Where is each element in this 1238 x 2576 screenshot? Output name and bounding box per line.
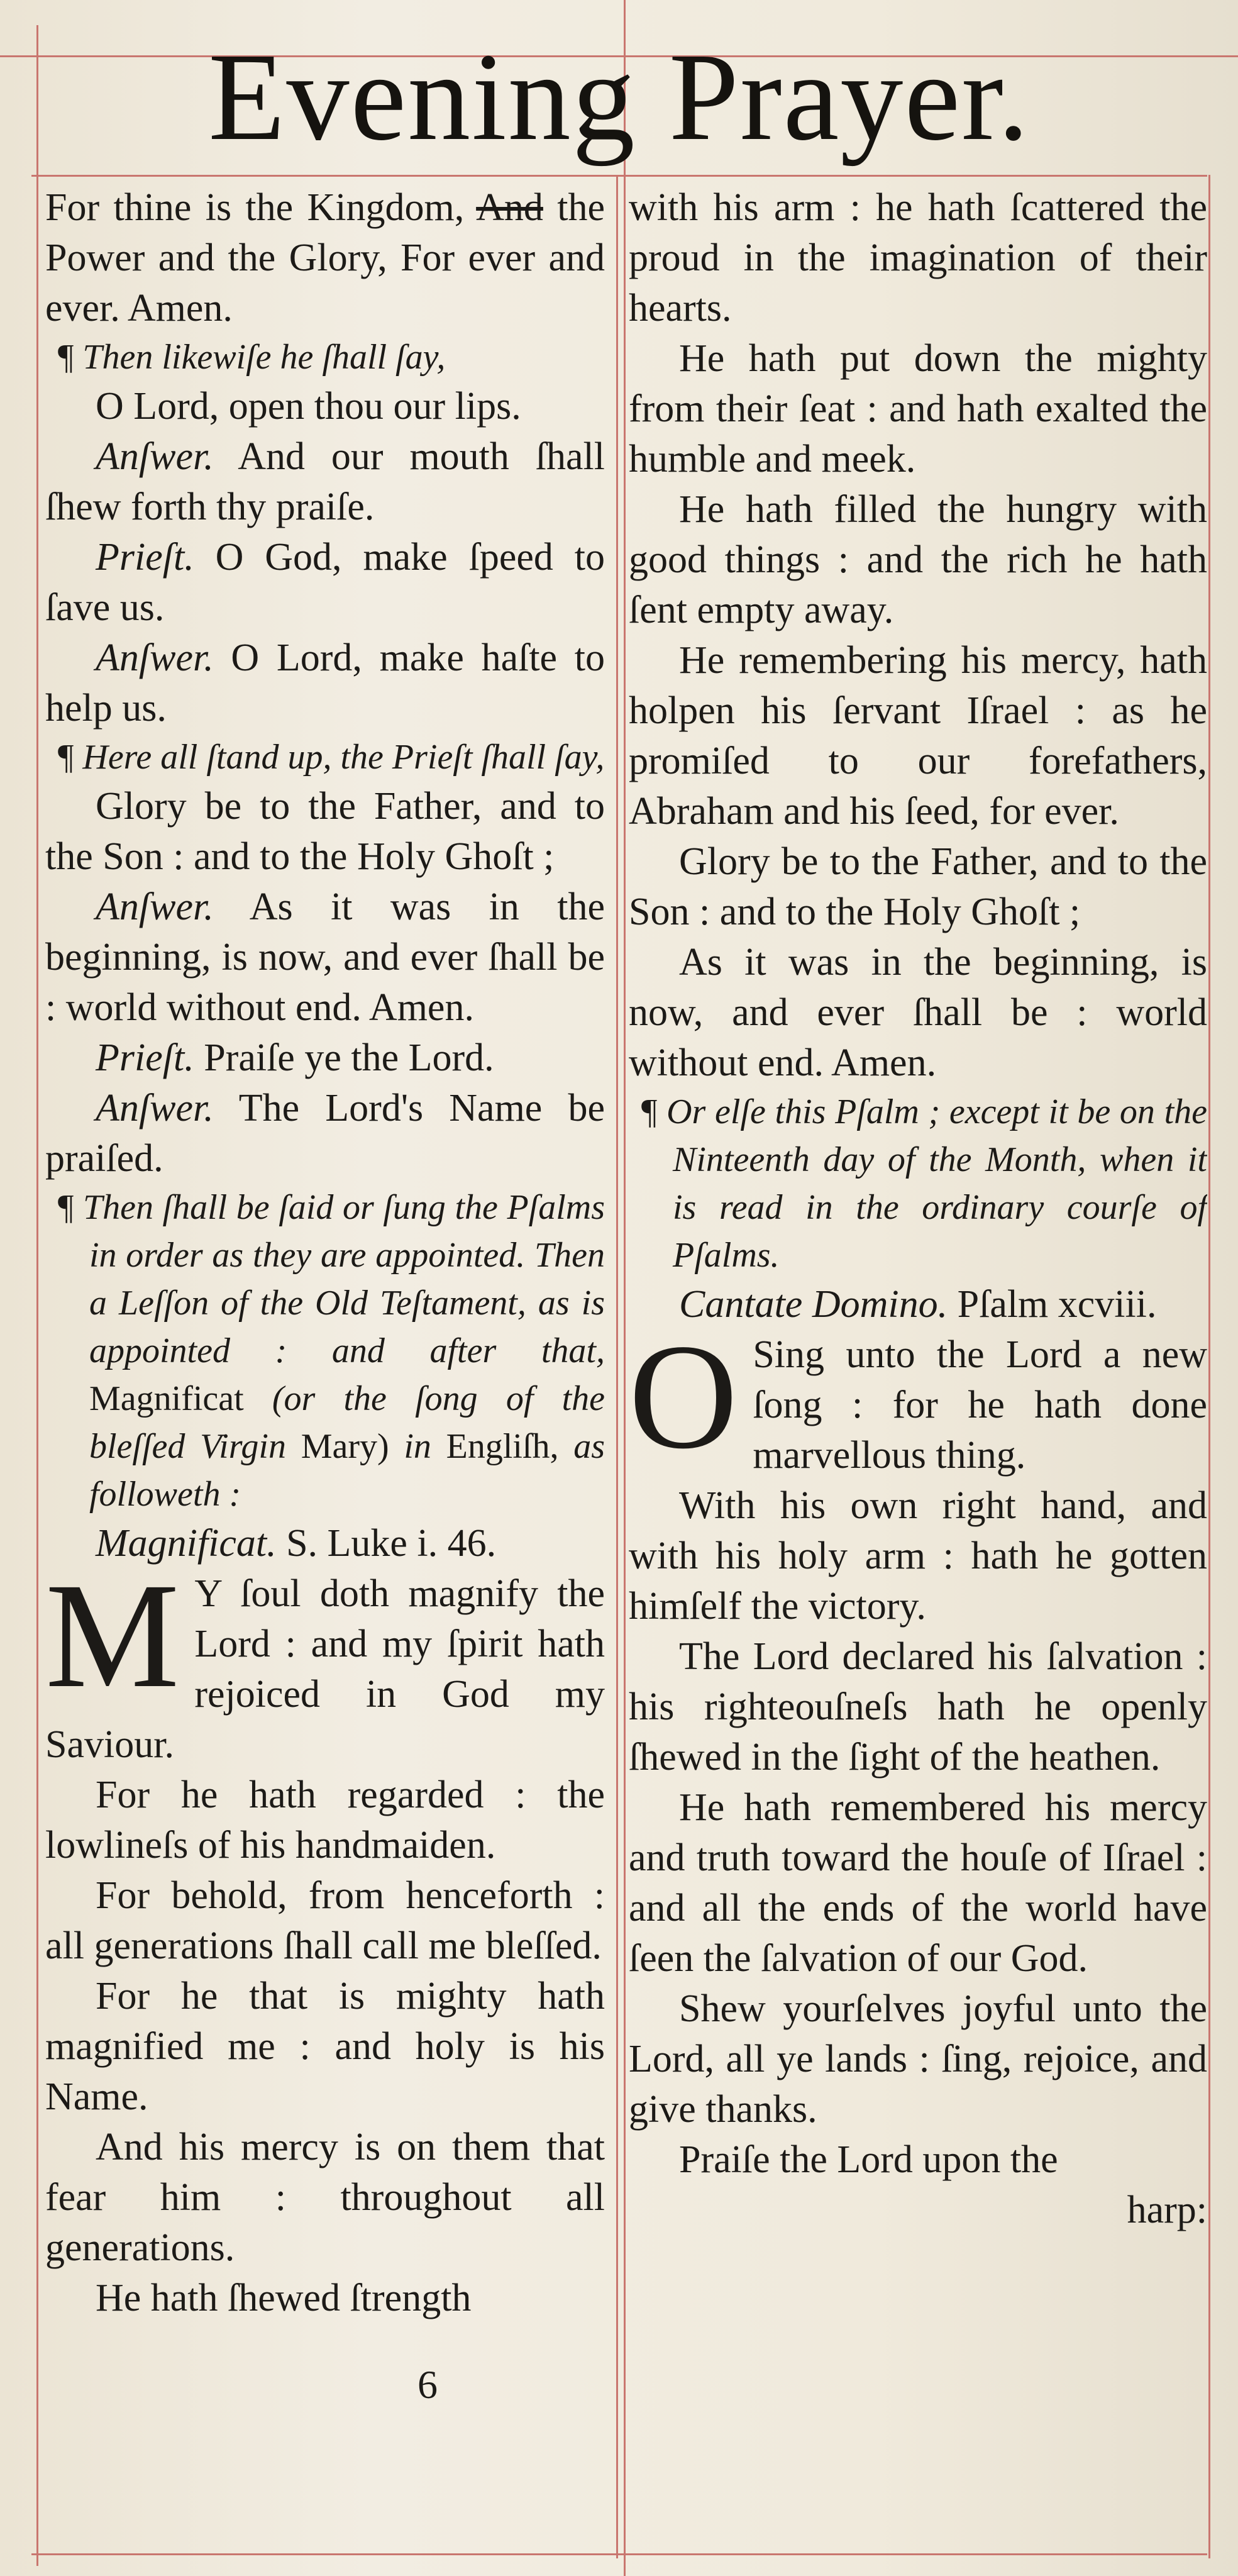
psalm-opening [629,1330,1207,1480]
verse: For he that is mighty hath magnified me : and holy is his Name. [45,1975,605,2118]
verse: With his own right hand, and with his holy arm : hath he gotten himſelf the victory. [629,1484,1207,1628]
drop-cap: O [629,1330,738,1480]
column-rule-left [616,175,618,2558]
header-rule [31,175,1207,177]
verse: For behold, from henceforth : all generations ſhall call me bleſſed. [45,1874,605,1967]
magnificat-opening [45,1568,605,1770]
verse: He hath remembered his mercy and truth toward the houſe of Iſrael : and all the ends of the world have ſeen the ſalvation of our God. [629,1786,1207,1980]
left-column [45,182,605,2509]
verse: He hath ſhewed ſtrength [96,2277,472,2319]
page-title: Evening Prayer. [208,28,1031,167]
verse: Praiſe the Lord upon the [679,2138,1058,2181]
verse: The Lord declared his ſalvation : his righteouſneſs hath he openly ſhewed in the ſight of the heathen. [629,1635,1207,1779]
column-rule-right [624,0,626,2576]
gloria: As it was in the beginning, is now, and ever ſhall be : world without end. Amen. [629,941,1207,1084]
verse: He hath filled the hungry with good things : and the rich he hath ſent empty away. [629,488,1207,631]
response: Anſwer. O Lord, make haſte to help us. [45,636,605,730]
rubric: ¶ Here all ſtand up, the Prieſt ſhall ſay, [58,738,605,777]
gloria: Glory be to the Father, and to the Son : and to the Holy Ghoſt ; [45,785,605,878]
drop-cap: M [45,1568,180,1719]
response: Anſwer. And our mouth ſhall ſhew forth thy praiſe. [45,435,605,528]
rubric: ¶ Or elſe this Pſalm ; except it be on the Ninteenth day of the Month, when it is read in the ordinary courſe of Pſalms. [641,1092,1207,1275]
canticle-heading: Magnificat. S. Luke i. 46. [96,1522,497,1565]
versicle: Prieſt. O God, make ſpeed to ſave us. [45,536,605,629]
rubric: ¶ Then likewiſe he ſhall ſay, [58,338,446,377]
verse: Sing unto the Lord a new ſong : for he hath done marvellous thing. [753,1333,1207,1477]
verse: For he hath regarded : the lowlineſs of his handmaiden. [45,1774,605,1867]
versicle: Prieſt. Praiſe ye the Lord. [96,1036,494,1079]
verse: He remembering his mercy, hath holpen his ſervant Iſrael : as he promiſed to our forefathers, Abraham and his ſeed, for ever. [629,639,1207,833]
versicle: O Lord, open thou our lips. [96,385,521,428]
psalm-heading: Cantate Domino. Pſalm xcviii. [679,1283,1157,1326]
text-line: For thine is the Kingdom, And the Power and the Glory, For ever and ever. Amen. [45,186,605,330]
rubric: ¶ Then ſhall be ſaid or ſung the Pſalms in order as they are appointed. Then a Leſſon of the Old Teſtament, as is appointed : and after that, Magnificat (or the ſong of the bleſſed Virgin Mary) in Engliſh, as followeth : [58,1188,605,1514]
page-number: 6 [417,2362,438,2407]
gloria: Glory be to the Father, and to the Son : and to the Holy Ghoſt ; [629,840,1207,933]
verse: Shew yourſelves joyful unto the Lord, all ye lands : ſing, rejoice, and give thanks. [629,1987,1207,2131]
response: Anſwer. As it was in the beginning, is now, and ever ſhall be : world without end. Amen. [45,886,605,1029]
right-margin-rule [1208,175,1210,2558]
left-margin-rule [36,25,38,2566]
verse: Y ſoul doth magnify the Lord : and my ſpirit hath rejoiced in God my Saviour. [45,1572,605,1766]
right-column [629,182,1207,2509]
bottom-rule [31,2553,1207,2555]
catchword: harp: [1127,2189,1207,2231]
verse: with his arm : he hath ſcattered the proud in the imagination of their hearts. [629,186,1207,330]
response: Anſwer. The Lord's Name be praiſed. [45,1087,605,1180]
verse: And his mercy is on them that fear him : throughout all generations. [45,2126,605,2269]
verse: He hath put down the mighty from their ſeat : and hath exalted the humble and meek. [629,337,1207,480]
